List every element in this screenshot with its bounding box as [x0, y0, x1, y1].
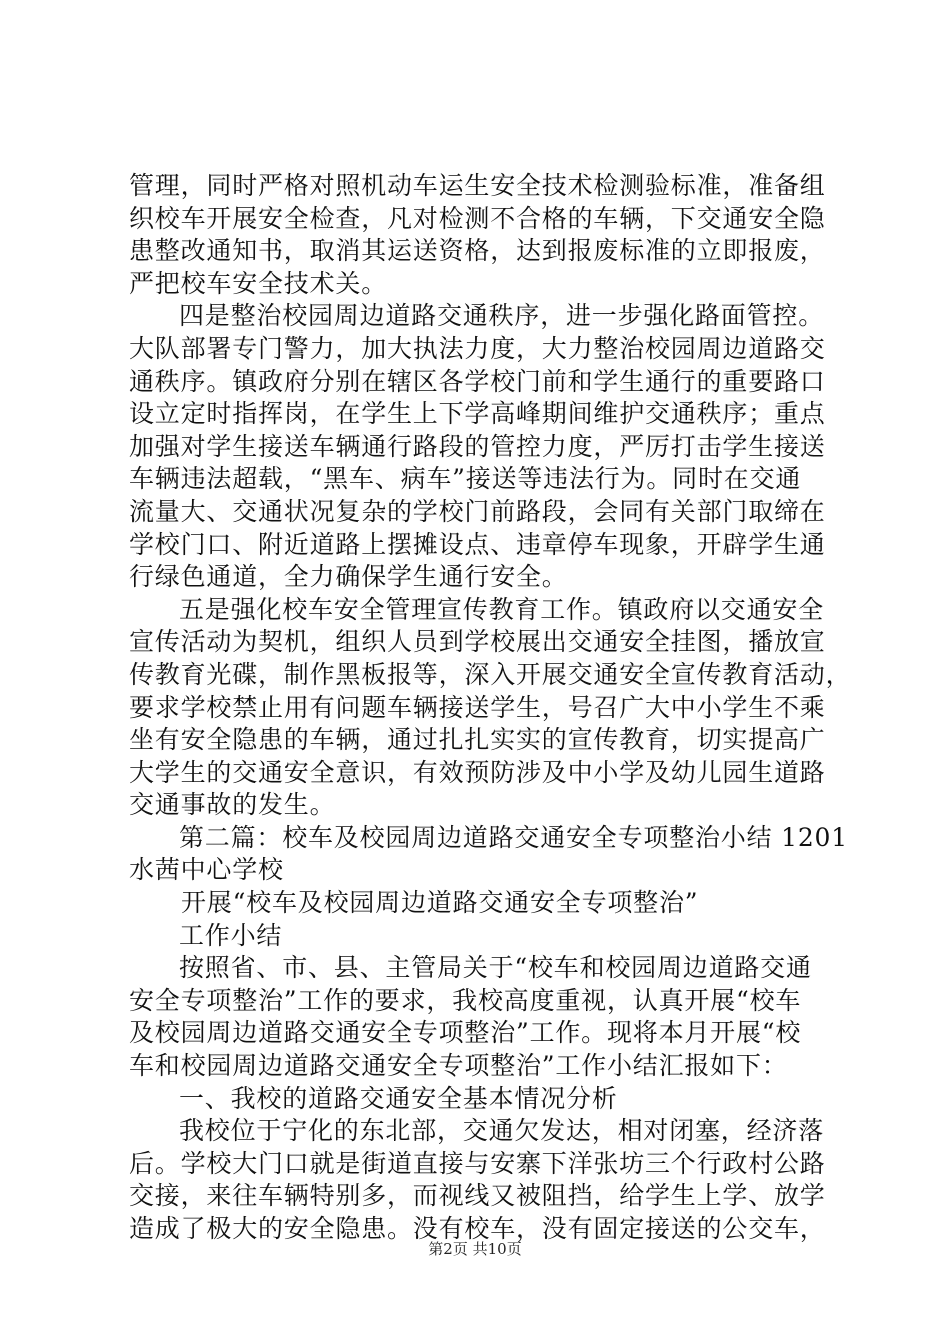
text-line: 安全专项整治”工作的要求，我校高度重视，认真开展“校车 [129, 985, 802, 1015]
text-line: 通秩序。镇政府分别在辖区各学校门前和学生通行的重要路口 [129, 366, 826, 396]
paragraph-start-line: 我校位于宁化的东北部，交通欠发达，相对闭塞，经济落 [179, 1116, 825, 1146]
text-line: 宣传活动为契机，组织人员到学校展出交通安全挂图，播放宣 [129, 627, 826, 657]
text-line: 严把校车安全技术关。 [129, 268, 388, 298]
text-line: 大学生的交通安全意识，有效预防涉及中小学及幼儿园生道路 [129, 757, 826, 787]
text-line: 传教育光碟，制作黑板报等，深入开展交通安全宣传教育活动， [129, 659, 852, 689]
page-number-footer: 第2页 共10页 [428, 1240, 522, 1258]
text-line: 交通事故的发生。 [129, 790, 336, 820]
text-line: 设立定时指挥岗，在学生上下学高峰期间维护交通秩序；重点 [129, 399, 826, 429]
text-line: 交接，来往车辆特别多，而视线又被阻挡，给学生上学、放学 [129, 1181, 826, 1211]
paragraph-start-line: 四是整治校园周边道路交通秩序，进一步强化路面管控。 [179, 301, 825, 331]
text-line: 加强对学生接送车辆通行路段的管控力度，严厉打击学生接送 [129, 431, 826, 461]
text-line: 患整改通知书，取消其运送资格，达到报废标准的立即报废， [129, 236, 826, 266]
text-line: 车和校园周边道路交通安全专项整治”工作小结汇报如下： [129, 1051, 788, 1081]
text-line: 车辆违法超载，“黑车、病车”接送等违法行为。同时在交通 [129, 464, 802, 494]
text-line: 流量大、交通状况复杂的学校门前路段，会同有关部门取缔在 [129, 496, 826, 526]
text-line: 造成了极大的安全隐患。没有校车，没有固定接送的公交车， [129, 1214, 826, 1243]
text-line: 及校园周边道路交通安全专项整治”工作。现将本月开展“校 [129, 1018, 802, 1048]
subheading-line: 一、我校的道路交通安全基本情况分析 [179, 1083, 618, 1113]
report-subtitle-line: 工作小结 [179, 920, 283, 950]
section-heading-line: 第二篇：校车及校园周边道路交通安全专项整治小结 1201 [179, 822, 848, 852]
text-line: 管理，同时严格对照机动车运生安全技术检测验标准，准备组 [129, 171, 826, 200]
text-line: 行绿色通道，全力确保学生通行安全。 [129, 562, 568, 592]
text-line: 大队部署专门警力，加大执法力度，大力整治校园周边道路交 [129, 333, 826, 363]
text-line: 坐有安全隐患的车辆，通过扎扎实实的宣传教育，切实提高广 [129, 725, 826, 755]
paragraph-start-line: 五是强化校车安全管理宣传教育工作。镇政府以交通安全 [179, 594, 825, 624]
document-body [129, 170, 852, 1246]
text-line: 织校车开展安全检查，凡对检测不合格的车辆，下交通安全隐 [129, 203, 826, 233]
text-line: 要求学校禁止用有问题车辆接送学生，号召广大中小学生不乘 [129, 692, 826, 722]
section-heading-line: 水茜中心学校 [129, 855, 284, 885]
report-title-line: 开展“校车及校园周边道路交通安全专项整治” [181, 888, 699, 918]
text-line: 后。学校大门口就是街道直接与安寨下洋张坊三个行政村公路 [129, 1148, 826, 1178]
paragraph-start-line: 按照省、市、县、主管局关于“校车和校园周边道路交通 [179, 953, 812, 983]
text-line: 学校门口、附近道路上摆摊设点、违章停车现象，开辟学生通 [129, 529, 826, 559]
